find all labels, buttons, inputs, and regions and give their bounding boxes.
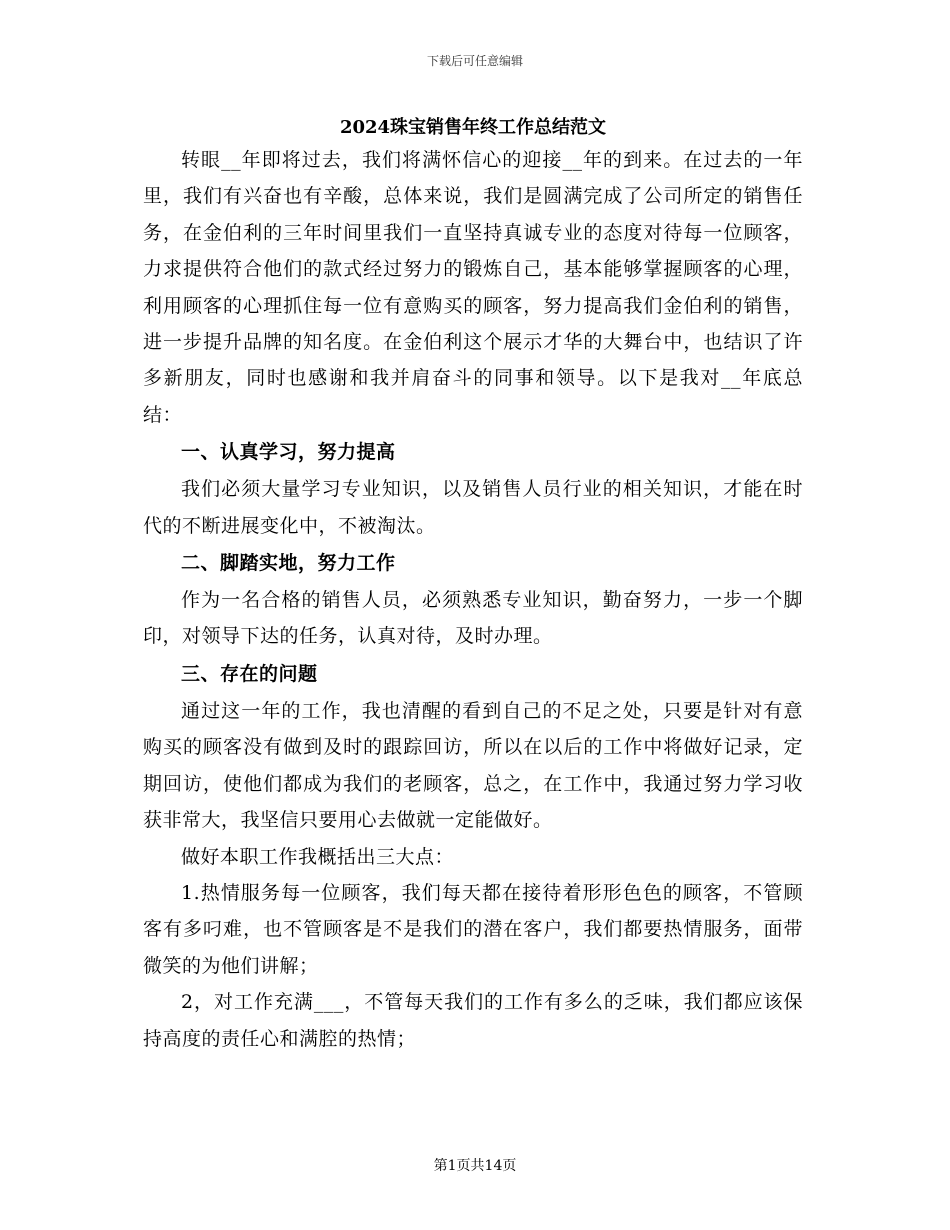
section-paragraph: 通过这一年的工作，我也清醒的看到自己的不足之处，只要是针对有意购买的顾客没有做到及时的跟踪回访，所以在以后的工作中将做好记录，定期回访，使他们都成为我们的老顾客，总之，在工作中，我通过努力学习收获非常大，我坚信只要用心去做就一定能做好。: [143, 699, 803, 832]
section-paragraph: 作为一名合格的销售人员，必须熟悉专业知识，勤奋努力，一步一个脚印，对领导下达的任务，认真对待，及时办理。: [143, 589, 803, 648]
section-paragraph: 做好本职工作我概括出三大点：: [181, 845, 455, 868]
list-item-paragraph: 2，对工作充满___，不管每天我们的工作有多么的乏味，我们都应该保持高度的责任心和满腔的热情；: [143, 991, 803, 1050]
document-title: 2024珠宝销售年终工作总结范文: [339, 117, 607, 138]
section-heading-problems: 三、存在的问题: [181, 662, 318, 685]
page-number: 第1页共14页: [433, 1158, 517, 1174]
section-paragraph: 我们必须大量学习专业知识，以及销售人员行业的相关知识，才能在时代的不断进展变化中，不被淘汰。: [143, 478, 803, 537]
document-body: [143, 114, 803, 1057]
page-header-note: 下载后可任意编辑: [426, 54, 523, 68]
section-heading-study: 一、认真学习，努力提高: [181, 441, 396, 464]
list-item-paragraph: 1.热情服务每一位顾客，我们每天都在接待着形形色色的顾客，不管顾客有多叼难，也不管顾客是不是我们的潜在客户，我们都要热情服务，面带微笑的为他们讲解；: [143, 881, 803, 977]
intro-paragraph: 转眼__年即将过去，我们将满怀信心的迎接__年的到来。在过去的一年里，我们有兴奋也有辛酸，总体来说，我们是圆满完成了公司所定的销售任务，在金伯利的三年时间里我们一直坚持真诚专业的态度对待每一位顾客，力求提供符合他们的款式经过努力的锻炼自己，基本能够掌握顾客的心理，利用顾客的心理抓住每一位有意购买的顾客，努力提高我们金伯利的销售，进一步提升品牌的知名度。在金伯利这个展示才华的大舞台中，也结识了许多新朋友，同时也感谢和我并肩奋斗的同事和领导。以下是我对__年底总结：: [143, 149, 803, 426]
section-heading-work: 二、脚踏实地，努力工作: [181, 552, 396, 575]
